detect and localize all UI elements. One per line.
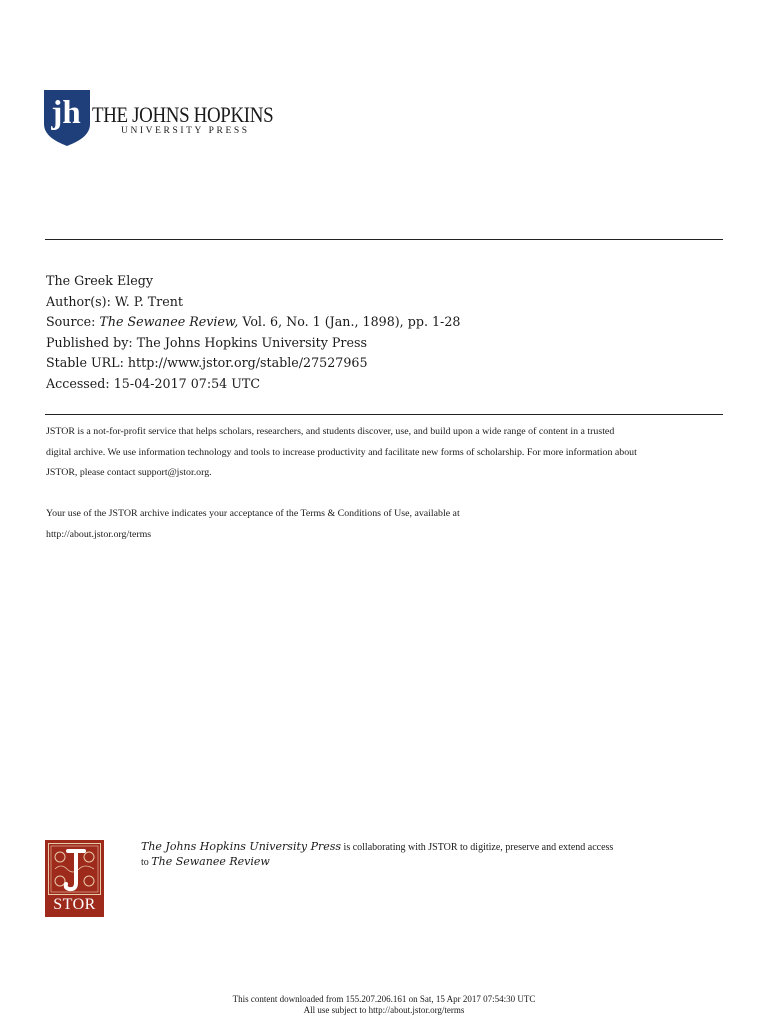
publisher-name: The Johns Hopkins University Press — [136, 335, 367, 351]
download-footer — [0, 994, 768, 1016]
source-label: Source: — [46, 315, 96, 331]
jstor-ornament-icon — [48, 843, 101, 895]
article-publisher-line — [46, 334, 460, 355]
jhu-shield-icon — [44, 90, 90, 146]
footer-download-line: This content downloaded from 155.207.206.161 on Sat, 15 Apr 2017 07:54:30 UTC — [232, 994, 536, 1004]
jhu-logo-line1: THE JOHNS HOPKINS — [92, 102, 274, 127]
stable-url-link[interactable]: http://www.jstor.org/stable/27527965 — [127, 356, 368, 372]
notice-line: digital archive. We use information technology and tools to increase productivity and facilitate new forms of scholarship. For more information about — [46, 446, 637, 458]
article-metadata — [46, 272, 460, 396]
article-source-line — [46, 313, 460, 334]
article-author-line — [46, 293, 460, 314]
source-detail: Vol. 6, No. 1 (Jan., 1898), pp. 1-28 — [242, 315, 461, 331]
publisher-label: Published by: — [46, 335, 133, 351]
author-name: W. P. Trent — [114, 294, 183, 310]
source-journal: The Sewanee Review, — [99, 315, 239, 331]
url-label: Stable URL: — [46, 356, 124, 372]
notice-line: JSTOR is a not-for-profit service that helps scholars, researchers, and students discover, use, and build upon a wide range of content in a trusted — [46, 426, 615, 437]
top-divider — [45, 239, 723, 240]
collaboration-statement — [141, 840, 613, 870]
accessed-date: 15-04-2017 07:54 UTC — [113, 376, 261, 392]
collab-journal: The Sewanee Review — [151, 855, 270, 868]
jstor-notice — [46, 422, 736, 545]
accessed-label: Accessed: — [46, 376, 110, 392]
collab-to: to — [141, 857, 152, 868]
footer-terms-line: All use subject to http://about.jstor.org/terms — [303, 1005, 465, 1015]
terms-link[interactable]: http://about.jstor.org/terms — [46, 528, 152, 540]
author-label: Author(s): — [46, 294, 111, 310]
article-title: The Greek Elegy — [46, 274, 154, 289]
jstor-logo — [45, 840, 104, 917]
article-accessed-line — [46, 375, 460, 396]
jhu-logo-line2: UNIVERSITY PRESS — [121, 126, 250, 136]
notice-line: JSTOR, please contact support@jstor.org. — [46, 467, 212, 478]
collab-publisher: The Johns Hopkins University Press — [141, 840, 342, 853]
terms-line: Your use of the JSTOR archive indicates your acceptance of the Terms & Conditions of Use, available at — [46, 508, 460, 519]
middle-divider — [45, 414, 723, 415]
article-url-line — [46, 354, 460, 375]
jhu-shield-letters: jh — [51, 95, 81, 131]
jstor-logo-text: STOR — [53, 896, 96, 913]
collab-text: is collaborating with JSTOR to digitize, preserve and extend access — [341, 842, 614, 853]
